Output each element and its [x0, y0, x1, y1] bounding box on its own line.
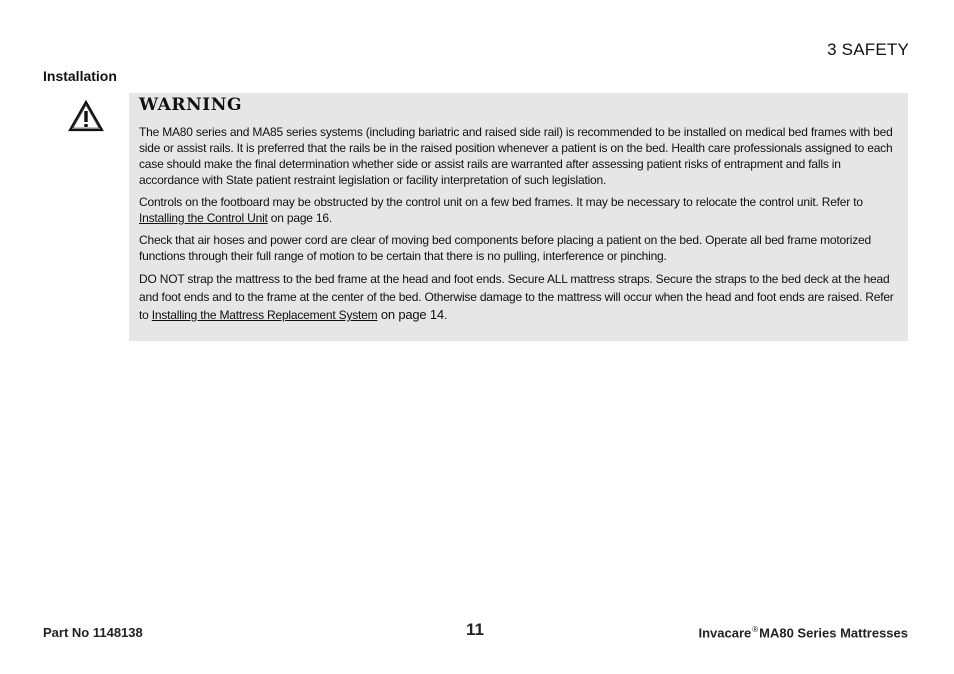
- link-installing-mattress-replacement-system[interactable]: Installing the Mattress Replacement System: [151, 308, 378, 322]
- warning-paragraph-rails: The MA80 series and MA85 series systems (including bariatric and raised side rail) is recommended to be installed on medical bed frames with bed side or assist rails. It is preferred that the rails be in the raised position whenever a patient is on the bed. Health care professionals assigned to each case should make the final determination whether side or assist rails are warranted after assessing patient risks of entrapment and falls in accordance with State patient restraint legislation or facility interpretation of such legislation.: [139, 125, 893, 187]
- text: on page 16.: [267, 211, 332, 225]
- text: .: [443, 308, 448, 322]
- text: Controls on the footboard may be obstructed by the control unit on a few bed frames. It may be necessary to relocate the control unit. Refer to: [139, 195, 863, 209]
- footer-part-number: Part No 1148138: [43, 625, 143, 640]
- page-number: 11: [466, 620, 484, 639]
- section-header: 3 SAFETY: [827, 40, 909, 59]
- warning-paragraph-controls: [139, 194, 898, 226]
- warning-box: [129, 93, 908, 341]
- link-installing-control-unit[interactable]: Installing the Control Unit: [139, 211, 268, 225]
- brand-name: Invacare: [698, 625, 752, 641]
- text: DO NOT strap the mattress to the bed frame at the head and foot ends. Secure ALL mattress straps. Secure the straps to the bed deck at the head and foot ends and to the frame at the center of the bed. Otherwise damage to the mattress will occur when the head and foot ends are raised. Refer to: [139, 272, 894, 322]
- warning-paragraph-hoses: Check that air hoses and power cord are clear of moving bed components before placing a patient on the bed. Operate all bed frame motorized functions through their full range of motion to be certain that there is no pulling, interference or pinching.: [139, 233, 871, 263]
- footer-product-title: [698, 625, 908, 640]
- warning-paragraph-straps: [139, 270, 898, 324]
- registered-mark: ®: [752, 625, 759, 634]
- section-subheading: Installation: [43, 68, 117, 84]
- warning-triangle-icon: [68, 100, 104, 132]
- product-name: MA80 Series Mattresses: [759, 625, 908, 641]
- text: on page 14: [377, 307, 444, 322]
- warning-title: WARNING: [139, 95, 243, 115]
